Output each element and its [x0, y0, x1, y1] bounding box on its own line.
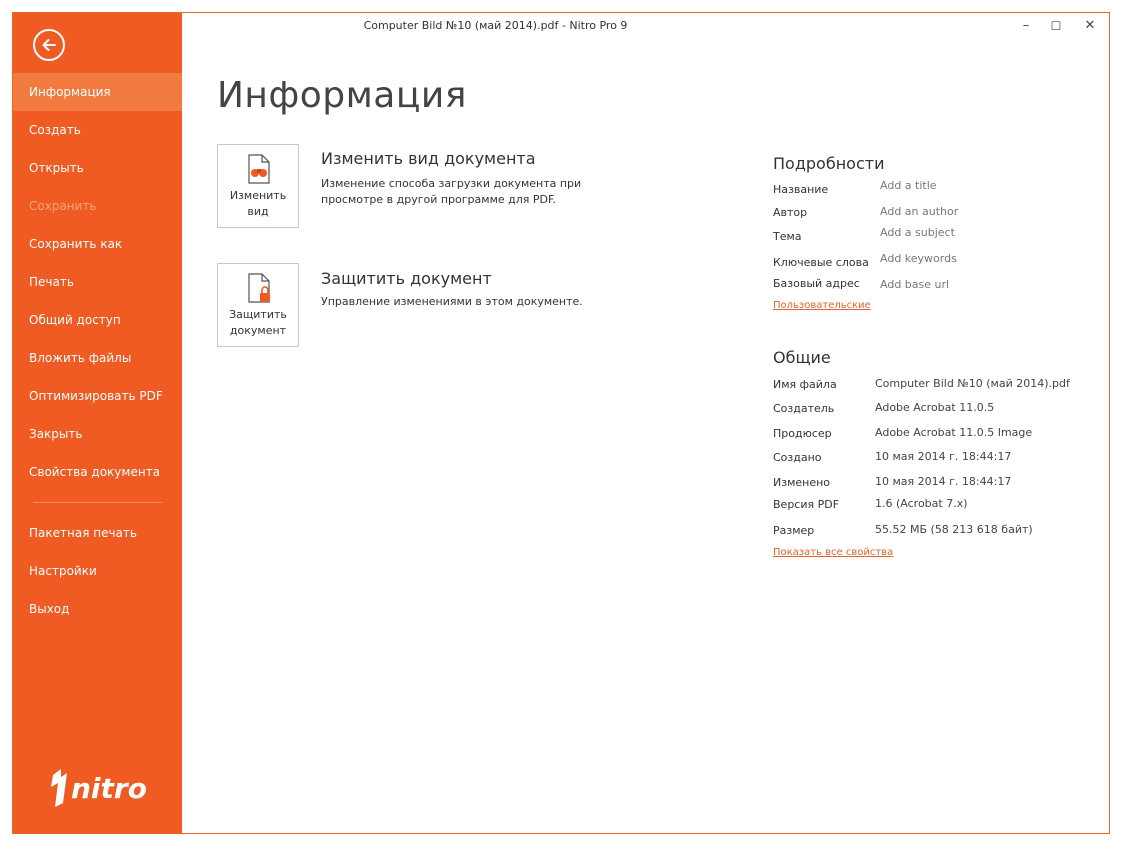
- sidebar-item-save-as[interactable]: Сохранить как: [29, 237, 123, 251]
- change-view-description: Изменение способа загрузки документа при просмотре в другой программе для PDF.: [321, 177, 582, 206]
- filename-label: Имя файла: [773, 378, 837, 391]
- general-section-title: Общие: [773, 348, 831, 367]
- producer-label: Продюсер: [773, 427, 832, 440]
- creator-label: Создатель: [773, 402, 835, 415]
- custom-properties-link[interactable]: Пользовательские: [773, 300, 871, 311]
- sidebar-item-exit[interactable]: Выход: [29, 602, 70, 616]
- sidebar-item-close[interactable]: Закрыть: [29, 427, 83, 441]
- keywords-field[interactable]: Add keywords: [880, 252, 957, 265]
- pdf-version-value: 1.6 (Acrobat 7.x): [875, 497, 968, 510]
- modified-value: 10 мая 2014 г. 18:44:17: [875, 475, 1012, 488]
- sidebar-item-share[interactable]: Общий доступ: [29, 313, 121, 327]
- sidebar-item-batch-print[interactable]: Пакетная печать: [29, 526, 137, 540]
- keywords-label: Ключевые слова: [773, 256, 869, 269]
- sidebar-item-print[interactable]: Печать: [29, 275, 74, 289]
- sidebar-item-info[interactable]: Информация: [13, 73, 182, 111]
- protect-document-label: Защитить документ: [229, 308, 287, 337]
- sidebar-item-save: Сохранить: [29, 199, 97, 213]
- pdf-version-label: Версия PDF: [773, 498, 840, 511]
- author-field[interactable]: Add an author: [880, 205, 959, 218]
- subject-field[interactable]: Add a subject: [880, 226, 955, 239]
- created-value: 10 мая 2014 г. 18:44:17: [875, 450, 1012, 463]
- protect-document-title: Защитить документ: [321, 269, 492, 288]
- change-view-title: Изменить вид документа: [321, 149, 536, 168]
- nitro-logo: [47, 765, 157, 811]
- creator-value: Adobe Acrobat 11.0.5: [875, 401, 995, 414]
- created-label: Создано: [773, 451, 822, 464]
- maximize-button[interactable]: ☐: [1050, 19, 1062, 33]
- producer-value: Adobe Acrobat 11.0.5 Image: [875, 426, 1033, 439]
- size-label: Размер: [773, 524, 815, 537]
- arrow-left-icon: [40, 36, 58, 54]
- subject-label: Тема: [773, 230, 802, 243]
- window-title: [182, 19, 1109, 32]
- minimize-button[interactable]: –: [1022, 18, 1030, 33]
- document-binoculars-icon: [246, 154, 272, 184]
- backstage-sidebar: [13, 13, 182, 833]
- sidebar-item-open[interactable]: Открыть: [29, 161, 84, 175]
- window-title-text: Computer Bild №10 (май 2014).pdf - Nitro Pro 9: [363, 19, 628, 32]
- show-all-properties-link[interactable]: Показать все свойства: [773, 547, 894, 558]
- change-view-label: Изменить вид: [229, 189, 287, 218]
- back-button[interactable]: [33, 29, 65, 61]
- page-title: Информация: [217, 75, 467, 116]
- nitro-logo-icon: [47, 765, 157, 811]
- details-section-title: Подробности: [773, 154, 885, 173]
- sidebar-item-optimize-pdf[interactable]: Оптимизировать PDF: [29, 389, 163, 403]
- modified-label: Изменено: [773, 476, 831, 489]
- sidebar-item-document-properties[interactable]: Свойства документа: [29, 465, 161, 479]
- close-button[interactable]: ✕: [1084, 18, 1096, 33]
- sidebar-item-settings[interactable]: Настройки: [29, 564, 97, 578]
- protect-document-button[interactable]: [217, 263, 299, 347]
- size-value: 55.52 МБ (58 213 618 байт): [875, 523, 1033, 536]
- change-view-button[interactable]: [217, 144, 299, 228]
- base-url-field[interactable]: Add base url: [880, 278, 950, 291]
- sidebar-item-create[interactable]: Создать: [29, 123, 81, 137]
- app-window: [12, 12, 1110, 834]
- sidebar-menu: [13, 73, 182, 628]
- title-field[interactable]: Add a title: [880, 179, 937, 192]
- author-label: Автор: [773, 206, 808, 219]
- svg-text:nitro: nitro: [71, 772, 147, 805]
- filename-value: Computer Bild №10 (май 2014).pdf: [875, 377, 1070, 390]
- base-url-label: Базовый адрес: [773, 277, 860, 290]
- protect-document-description: Управление изменениями в этом документе.: [321, 295, 583, 308]
- sidebar-item-attach-files[interactable]: Вложить файлы: [29, 351, 132, 365]
- document-lock-icon: [246, 273, 272, 303]
- sidebar-divider: [33, 502, 162, 503]
- title-label: Название: [773, 183, 829, 196]
